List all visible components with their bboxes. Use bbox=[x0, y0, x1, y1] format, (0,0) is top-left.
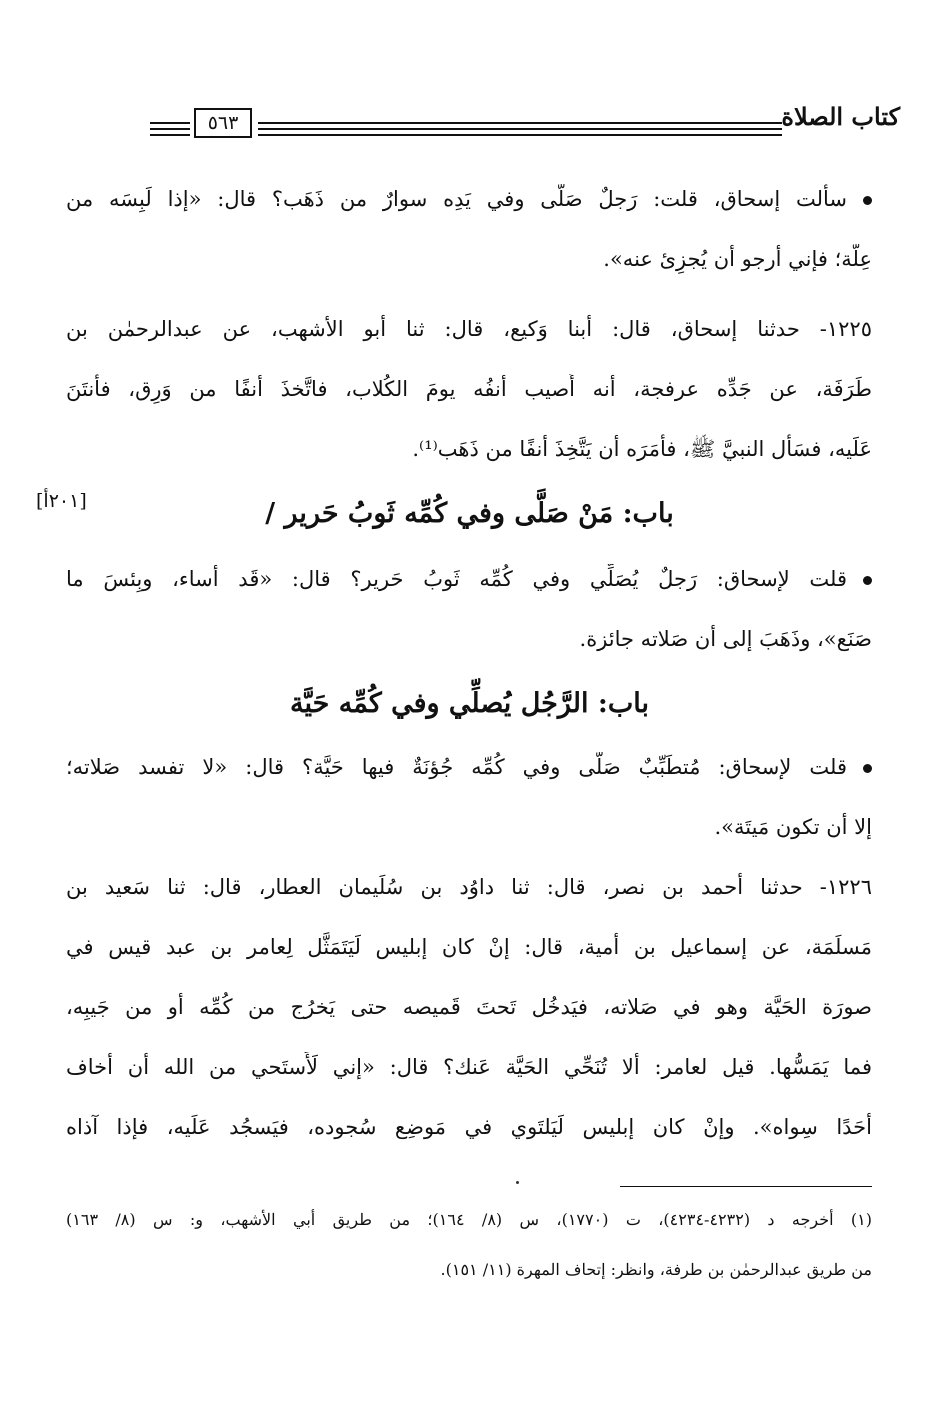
text-line: طَرَفَة، عن جَدِّه عرفجة، أنه أُصيب أنفُه يومَ الكُلاب، فاتَّخذَ أنفًا من وَرِق، فأنتَنَ bbox=[66, 377, 872, 401]
footnote-rule bbox=[620, 1186, 872, 1187]
book-title: كتاب الصلاة bbox=[781, 102, 900, 131]
bullet-icon bbox=[863, 764, 872, 773]
page-number: ٥٦٣ bbox=[194, 108, 252, 138]
bullet-icon bbox=[863, 576, 872, 585]
page-header bbox=[140, 100, 900, 150]
text-line: قلت لإسحاق: مُتطَبِّبٌ صَلَّى وفي كُمِّه جُؤنَةٌ فيها حَيَّة؟ قال: «لا تفسد صَلاته؛ bbox=[66, 752, 872, 782]
header-rule-short bbox=[150, 134, 190, 136]
text-line: صَنَع»، وذَهَبَ إلى أن صَلاته جائزة. bbox=[579, 627, 872, 651]
text-line: إلا أن تكون مَيتَة». bbox=[714, 815, 872, 839]
header-rule bbox=[258, 128, 782, 130]
margin-folio-note: [٢٠١أ] bbox=[36, 490, 87, 512]
section-heading: باب: مَنْ صَلَّى وفي كُمِّه ثَوبُ حَرير / bbox=[265, 498, 674, 529]
header-rule-short bbox=[150, 122, 190, 124]
section-heading: باب: الرَّجُل يُصلِّي وفي كُمِّه حَيَّة bbox=[290, 688, 649, 719]
print-speck bbox=[516, 1181, 519, 1184]
text-line: قلت لإسحاق: رَجلٌ يُصَلِّي وفي كُمِّه ثَوبُ حَرير؟ قال: «قَد أساء، وبِئسَ ما bbox=[66, 564, 872, 594]
text-line: مَسلَمَة، عن إسماعيل بن أمية، قال: إنْ كان إبليس لَيَتَمَثَّل لِعامر بن عبد قيس في bbox=[66, 935, 872, 959]
text-line: أحَدًا سِواه». وإنْ كان إبليس لَيَلتَوي في مَوضِع سُجوده، فيَسجُد عَلَيه، فإذا آذاه bbox=[66, 1115, 872, 1139]
text-line: سألت إسحاق، قلت: رَجلٌ صَلَّى وفي يَدِه سوارٌ من ذَهَب؟ قال: «إذا لَبِسَه من bbox=[66, 184, 872, 214]
footnote-line: من طريق عبدالرحمٰن بن طرفة، وانظر: إتحاف المهرة (١١/ ١٥١). bbox=[440, 1260, 872, 1279]
text-line: صورَة الحَيَّة وهو في صَلاته، فيَدخُل تَحتَ قَميصه حتى يَخرُج من كُمِّه أو من جَيبِه، bbox=[66, 995, 872, 1019]
header-rule bbox=[258, 122, 782, 124]
header-rule-short bbox=[150, 128, 190, 130]
header-rule bbox=[258, 134, 782, 136]
text-line: عِلَّة؛ فإني أرجو أن يُجزِئ عنه». bbox=[603, 247, 872, 271]
text-line: ١٢٢٥- حدثنا إسحاق، قال: أبنا وَكيع، قال: ثنا أبو الأشهب، عن عبدالرحمٰن بن bbox=[66, 317, 872, 341]
bullet-icon bbox=[863, 196, 872, 205]
text-line: فما يَمَسُّها. قيل لعامر: ألا تُنَحِّي الحَيَّة عَنك؟ قال: «إني لَأَستَحي من الله أن أخاف bbox=[66, 1055, 872, 1079]
text-line: عَلَيه، فسَأل النبيَّ ﷺ، فأمَرَه أن يَتَّخِذَ أنفًا من ذَهَب⁽¹⁾. bbox=[412, 437, 872, 461]
text-line: ١٢٢٦- حدثنا أحمد بن نصر، قال: ثنا داوُد بن سُلَيمان العطار، قال: ثنا سَعيد بن bbox=[66, 875, 872, 899]
footnote-line: (١) أخرجه د (٤٢٣٢-٤٢٣٤)، ت (١٧٧٠)، س (٨/ ١٦٤)؛ من طريق أبي الأشهب، و: س (٨/ ١٦٣) bbox=[66, 1210, 872, 1229]
